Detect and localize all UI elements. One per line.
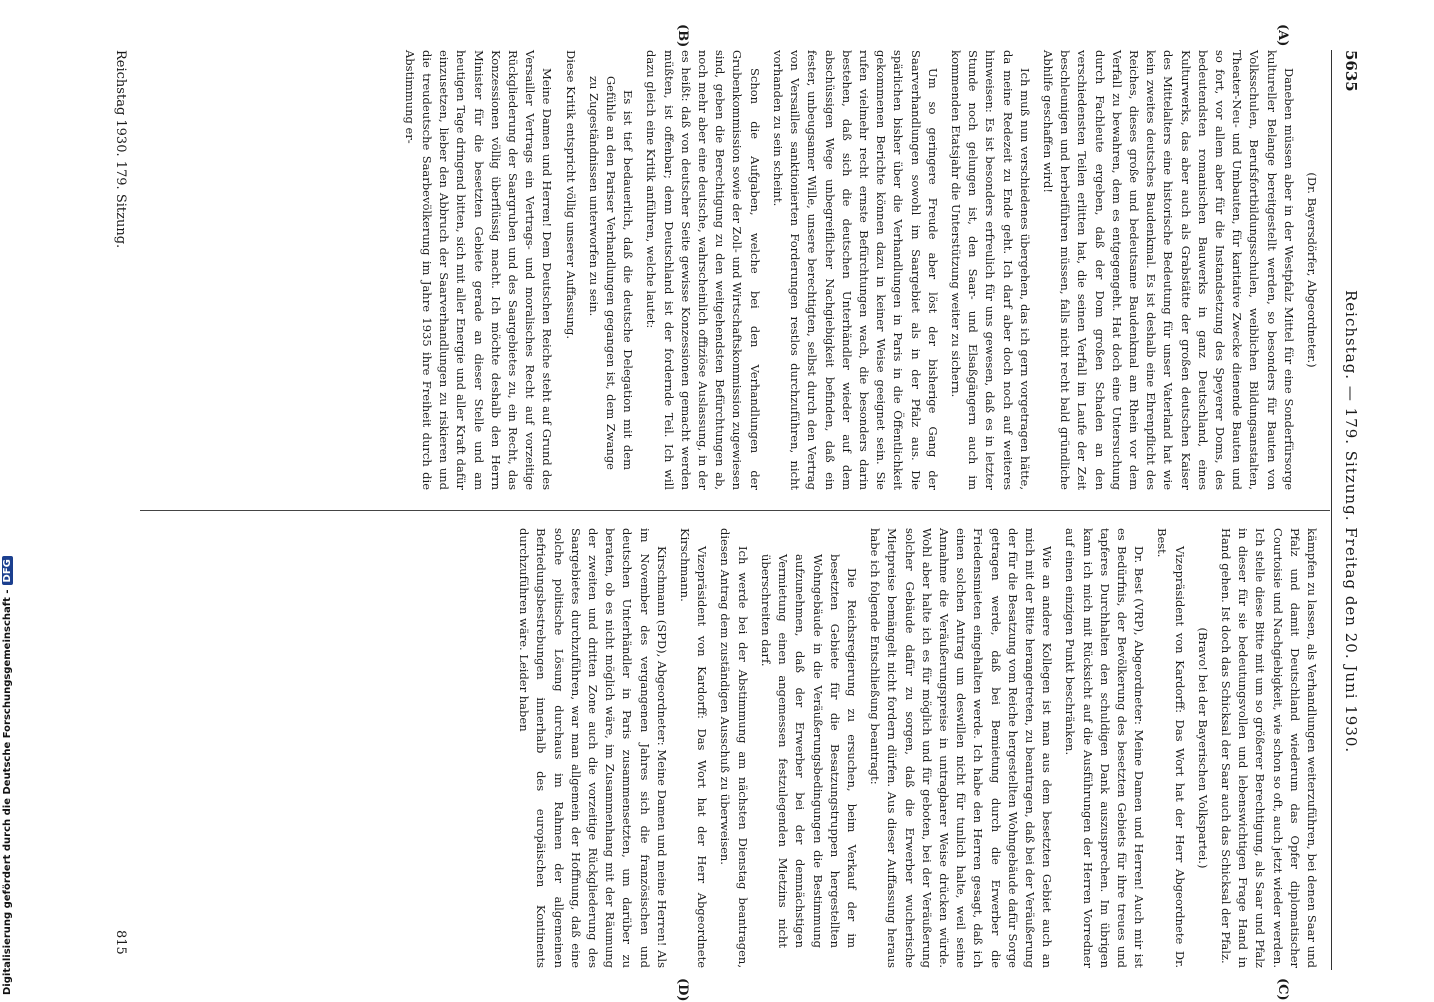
paragraph: Diese Kritik entspricht völlig unserer Auffassung.: [563, 50, 578, 339]
paragraph: Kirschmann (SPD), Abgeordneter: Meine Damen und meine Herren! Als im November des vergangenen Jahres sich die französischen und deutschen Unterhändler in Paris zusammensetzten, um darüber zu beraten, ob es nicht möglich wäre, im Zusammenhang mit der Räumung der zweiten und dritten Zone auch die vorzeitige Rückgliederung des Saargebietes durchzuführen, war man allgemein der Hoffnung, daß eine solche politische Lösung durchaus im Rahmen der allgemeinen Befriedungsbestrebungen innerhalb des europäischen Kontinents durchzuführen wäre. Leider haben: [517, 528, 669, 968]
left-column: [395, 50, 1320, 490]
resolution-text: Die Reichsregierung zu ersuchen, beim Verkauf der im besetzten Gebiete für die Besatzungstruppen hergestellten Wohngebäude in die Veräußerungsbedingungen die Bestimmung aufzunehmen, daß der Erwerber bei der demnächstigen Vermietung einen angemessen festzulegenden Mietzins nicht überschreiten darf.: [758, 554, 859, 948]
page-body: [70, 24, 1360, 1002]
quotation: Es ist tief bedauerlich, daß die deutsche Delegation mit dem Gefühle an den Pariser Verhandlungen gegangen ist, dem Zwange zu Zugeständnissen unterworfen zu sein.: [586, 76, 636, 470]
margin-marker-b: (B): [675, 24, 690, 48]
paragraph: Meine Damen und Herren! Dem Deutschen Reiche steht auf Grund des Versailler Vertrags ein Vertrags- und moralisches Recht auf vorzeitige Rückgliederung der Saargruben und des Saargebietes zu, ein Recht, das Konzessionen völlig überflüssig macht. Ich möchte deshalb den Herrn Minister für die besetzten Gebiete gerade an dieser Stelle und am heutigen Tage dringend bitten, sich mit aller Energie und aller Kraft dafür einzusetzen, lieber den Abbruch der Saarverhandlungen zu riskieren und die treudeutsche Saarbevölkerung im Jahre 1935 ihre Freiheit durch die Abstimmung er-: [402, 50, 555, 490]
header-title: Reichstag. — 179. Sitzung. Freitag den 20. Juni 1930.: [1342, 290, 1360, 754]
vice-president-remark: Vizepräsident von Kardorff: Das Wort hat der Herr Abgeordnete Kirschmann.: [678, 528, 710, 968]
header-rule: [1331, 50, 1332, 970]
margin-marker-a: (A): [1275, 24, 1290, 47]
rotated-content: [70, 24, 1360, 1002]
paragraph: Ich muß nun verschiedenes übergehen, das ich gern vorgetragen hätte, da meine Redezeit zu Ende geht. Ich darf aber doch noch auf weiteres hinweisen: Es ist besonders erfreulich für uns gewesen, daß es in letzter Stunde noch gelungen ist, den Saar- und Elsaßgängern auch im kommenden Etatsjahr die Unterstützung weiter zu sichern.: [948, 50, 1032, 490]
footer-left: Reichstag 1930. 179. Sitzung.: [113, 50, 128, 249]
dfg-logo: DFG: [2, 556, 13, 585]
paragraph: Daneben müssen aber in der Westpfalz Mittel für eine Sonderfürsorge kultureller Belange bereitgestellt werden, so besonders für Bauten von Volksschulen, Berufsfortbildungsschulen, weiblichen Bildungsanstalten, Theater-Neu- und Umbauten, für karitative Zwecke dienende Bauten und so fort, vor allem aber für die Instandsetzung des Speyerer Doms, des bedeutendsten romanischen Bauwerks in ganz Deutschland, eines Kulturwerks, das aber auch als Grabstätte der großen deutschen Kaiser des Mittelalters eine historische Bedeutung für unser Vaterland hat wie kein zweites deutsches Baudenkmal. Es ist deshalb eine Ehrenpflicht des Reiches, dieses große und bedeutsame Baudenkmal am Rhein vor dem Verfall zu bewahren, dem es entgegengeht. Hat doch eine Untersuchung durch Fachleute ergeben, daß der Dom großen Schaden an den verschiedensten Teilen erlitten hat, die seinen Verfall im Laufe der Zeit beschleunigen und herbeiführen müssen, falls nicht recht bald gründliche Abhilfe geschaffen wird!: [1040, 50, 1296, 490]
paragraph: Ich werde bei der Abstimmung am nächsten Dienstag beantragen, diesen Antrag dem zuständigen Ausschuß zu überweisen.: [718, 528, 750, 968]
paragraph: kämpfen zu lassen, als Verhandlungen weiterzuführen, bei denen Saar und Pfalz und damit Deutschland wiederum das Opfer diplomatischer Courtoisie und Nachgiebigkeit, wie schon so oft, auch jetzt wieder werden. Ich stelle diese Bitte mit um so größerer Berechtigung, als Saar und Pfalz in dieser für sie bedeutungsvollen und lebenswichtigen Frage Hand in Hand gehen. Ist doch das Schicksal der Saar auch das Schicksal der Pfalz.: [1218, 528, 1319, 968]
running-header: [1336, 50, 1360, 970]
right-column: [509, 528, 1320, 968]
vice-president-remark: Vizepräsident von Kardorff: Das Wort hat der Herr Abgeordnete Dr. Best.: [1155, 528, 1187, 968]
paragraph: Um so geringere Freude aber löst der bisherige Gang der Saarverhandlungen sowohl im Saargebiet als in der Pfalz aus. Die spärlichen bisher über die Verhandlungen in Paris in die Öffentlichkeit gekommenen Berichte können dazu in keiner Weise geeignet sein. Sie rufen vielmehr recht ernste Befürchtungen wach, die besonders darin bestehen, daß sich die deutschen Unterhändler wieder auf dem abschüssigen Wege unbegreiflicher Nachgiebigkeit befinden, daß ein fester, unbeugsamer Wille, unsere berechtigten, selbst durch den Vertrag von Versailles sanktionierten Forderungen restlos durchzuführen, nicht vorhanden zu sein scheint.: [770, 50, 940, 490]
margin-marker-c: (C): [1275, 978, 1290, 1001]
margin-marker-d: (D): [675, 978, 690, 1002]
footer-right: 815: [113, 930, 128, 955]
paragraph: Schon die Aufgaben, welche bei den Verhandlungen der Grubenkommission sowie der Zoll- und Wirtschaftskommission zugewiesen sind, geben die Berechtigung zu den weitgehendsten Befürchtungen ab, noch mehr aber eine deutsche, wahrscheinlich offiziöse Auslassung, in der es heißt: daß von deutscher Seite gewisse Konzessionen gemacht werden müßten, ist offenbar; denn Deutschland ist der fordernde Teil. Ich will dazu gleich eine Kritik anführen, welche lautet:: [644, 50, 762, 490]
digitization-note: [2, 559, 16, 995]
paragraph: Wie an andere Kollegen ist man aus dem besetzten Gebiet auch an mich mit der Bitte herangetreten, zu beantragen, daß bei der Veräußerung der für die Besatzung vom Reiche hergestellten Wohngebäude dafür Sorge getragen werde, daß bei Bemietung durch die Erwerber die Friedensmieten eingehalten werde. Ich habe den Herren gesagt, daß ich einen solchen Antrag um deswillen nicht für tunlich halte, weil seine Annahme die Veräußerungspreise in untragbarer Weise drücken würde. Wohl aber halte ich es für möglich und für geboten, bei der Veräußerung solcher Gebäude dafür zu sorgen, daß die Erwerber wucherische Mietpreise bemängelt nicht fordern dürfen. Aus dieser Auffassung heraus habe ich folgende Entschließung beantragt:: [868, 528, 1055, 968]
page-number: 5635: [1342, 50, 1360, 92]
paragraph: Dr. Best (VRP), Abgeordneter: Meine Damen und Herren! Auch mir ist es Bedürfnis, der Bevölkerung des besetzten Gebiets für ihre treues und tapferes Durchhalten den schuldigen Dank auszusprechen. Im übrigen kann ich mich mit Rücksicht auf die Ausführungen der Herren Vorredner auf einen einzigen Punkt beschränken.: [1063, 528, 1147, 968]
digitization-text: Digitalisierung gefördert durch die Deutsche Forschungsgemeinschaft -: [2, 589, 13, 995]
column-separator: [140, 510, 1330, 511]
speaker-reference: (Dr. Bayersdörfer, Abgeordneter.): [1305, 172, 1319, 368]
applause-note: (Bravo! bei der Bayerischen Volkspartei.): [1195, 627, 1210, 869]
